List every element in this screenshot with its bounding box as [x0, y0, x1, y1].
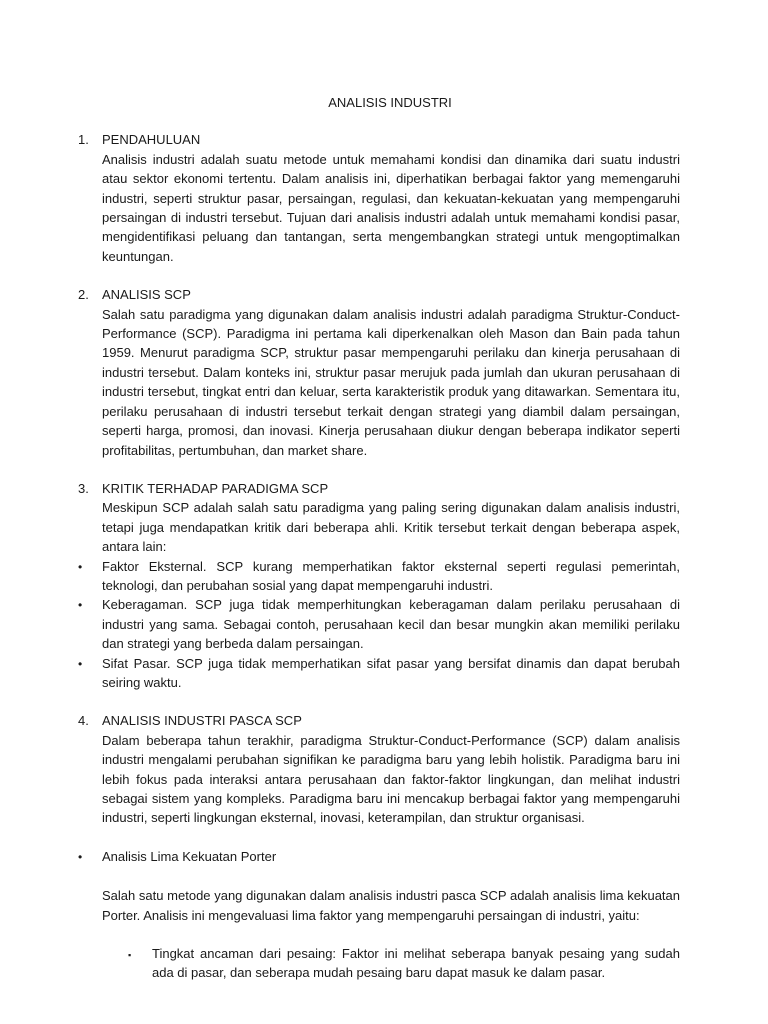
- section-paragraph: Salah satu paradigma yang digunakan dalam analisis industri adalah paradigma Struktur-Conduct-Performance (SCP). Paradigma ini pertama kali diperkenalkan oleh Mason dan Bain pada tahun 1959. Menurut paradigma SCP, struktur pasar mempengaruhi perilaku dan kinerja perusahaan di industri tersebut. Dalam konteks ini, struktur pasar merujuk pada jumlah dan ukuran perusahaan di industri tersebut, tingkat entri dan keluar, serta karakteristik produk yang ditawarkan. Sementara itu, perilaku perusahaan di industri tersebut terkait dengan strategi yang diambil dalam persaingan, seperti harga, promosi, dan inovasi. Kinerja perusahaan diukur dengan beberapa indikator seperti profitabilitas, pertumbuhan, dan market share.: [102, 306, 680, 458]
- section-heading: [78, 479, 680, 498]
- section-heading: [78, 711, 680, 730]
- kritik-bullet-list: [78, 557, 680, 693]
- section-number: 1.: [78, 132, 89, 148]
- spacer: [78, 867, 680, 886]
- section-paragraph: Meskipun SCP adalah salah satu paradigma yang paling sering digunakan dalam analisis industri, tetapi juga mendapatkan kritik dari beberapa ahli. Kritik tersebut terkait dengan beberapa aspek, antara lain:: [102, 500, 680, 555]
- sub-bullet-text: Tingkat ancaman dari pesaing: Faktor ini melihat seberapa banyak pesaing yang sudah ada di pasar, dan seberapa mudah pesaing baru dapat masuk ke dalam pasar.: [152, 946, 680, 981]
- section-analisis-pasca-scp: [78, 711, 680, 827]
- bullet-icon: •: [78, 559, 83, 574]
- porter-heading-text: Analisis Lima Kekuatan Porter: [102, 848, 277, 864]
- section-number: 4.: [78, 713, 89, 729]
- section-title: ANALISIS INDUSTRI PASCA SCP: [102, 713, 302, 729]
- porter-paragraph: Salah satu metode yang digunakan dalam analisis industri pasca SCP adalah analisis lima kekuatan Porter. Analisis ini mengevaluasi lima faktor yang mempengaruhi persaingan di industri, yaitu:: [102, 888, 680, 923]
- section-pendahuluan: [78, 130, 680, 266]
- list-item-text: Faktor Eksternal. SCP kurang memperhatikan faktor eksternal seperti regulasi pemerintah, teknologi, dan perubahan sosial yang dapat mempengaruhi industri.: [102, 558, 680, 593]
- list-item: [78, 557, 680, 596]
- section-heading: [78, 285, 680, 304]
- list-item-text: Sifat Pasar. SCP juga tidak memperhatikan sifat pasar yang bersifat dinamis dan dapat berubah seiring waktu.: [102, 655, 680, 690]
- bullet-icon: •: [78, 598, 83, 613]
- square-bullet-icon: ▪: [128, 950, 132, 961]
- bullet-icon: •: [78, 656, 83, 671]
- section-paragraph: Dalam beberapa tahun terakhir, paradigma Struktur-Conduct-Performance (SCP) dalam analisis industri mengalami perubahan signifikan ke paradigma baru yang lebih holistik. Paradigma baru ini lebih fokus pada interaksi antara perusahaan dan faktor-faktor lingkungan, dan melihat industri sebagai sistem yang kompleks. Paradigma baru ini mencakup berbagai faktor yang mempengaruhi industri, seperti lingkungan eksternal, inovasi, keterampilan, dan struktur organisasi.: [102, 732, 680, 826]
- list-item-text: Keberagaman. SCP juga tidak memperhitungkan keberagaman dalam perilaku perusahaan di industri yang sama. Sebagai contoh, perusahaan kecil dan besar mungkin akan memiliki perilaku dan strategi yang berbeda dalam persaingan.: [102, 597, 680, 652]
- section-heading: [78, 130, 680, 149]
- document-title: ANALISIS INDUSTRI: [328, 95, 452, 110]
- section-title: KRITIK TERHADAP PARADIGMA SCP: [102, 480, 329, 496]
- spacer: [78, 925, 680, 944]
- bullet-icon: •: [78, 849, 83, 864]
- list-item: [78, 654, 680, 693]
- section-number: 3.: [78, 480, 89, 496]
- section-kritik-scp: [78, 479, 680, 692]
- section-analisis-scp: [78, 285, 680, 460]
- section-title: PENDAHULUAN: [102, 132, 201, 148]
- porter-sub-bullet: [128, 944, 680, 983]
- section-number: 2.: [78, 287, 89, 303]
- list-item: [78, 595, 680, 653]
- section-title: ANALISIS SCP: [102, 287, 191, 303]
- porter-bullet-heading: [78, 847, 680, 867]
- section-paragraph: Analisis industri adalah suatu metode untuk memahami kondisi dan dinamika dari suatu industri atau sektor ekonomi tertentu. Dalam analisis ini, diperhatikan berbagai faktor yang memengaruhi industri, seperti struktur pasar, persaingan, regulasi, dan kekuatan-kekuatan yang mempengaruhi persaingan di industri tersebut. Tujuan dari analisis industri adalah untuk memahami kondisi pasar, mengidentifikasi peluang dan tantangan, serta mengembangkan strategi untuk mengoptimalkan keuntungan.: [102, 151, 680, 264]
